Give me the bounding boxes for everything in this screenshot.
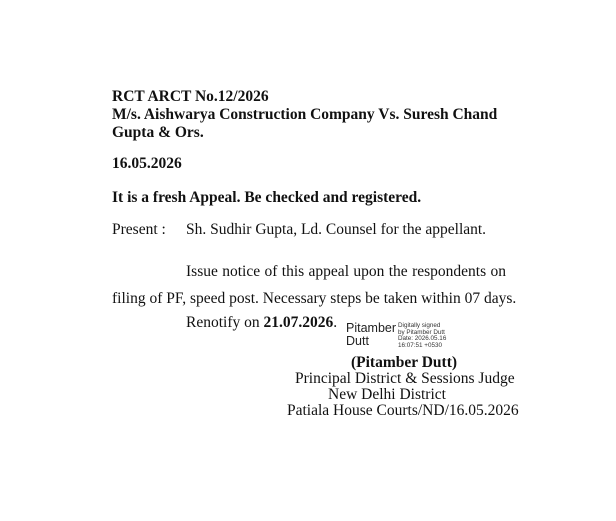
- renotify-suffix: .: [333, 314, 338, 331]
- notice-line-2: filing of PF, speed post. Necessary steps be taken within 07 days.: [112, 290, 517, 307]
- judge-district: New Delhi District: [328, 386, 446, 403]
- order-date: 16.05.2026: [112, 155, 182, 172]
- renotify-date: 21.07.2026: [263, 314, 334, 331]
- judge-court: Patiala House Courts/ND/16.05.2026: [287, 402, 519, 419]
- judge-name: (Pitamber Dutt): [351, 354, 458, 371]
- notice-line-1: Issue notice of this appeal upon the respondents on: [186, 263, 506, 280]
- present-counsel: Sh. Sudhir Gupta, Ld. Counsel for the appellant.: [186, 221, 487, 238]
- fresh-appeal-note: It is a fresh Appeal. Be checked and registered.: [112, 189, 422, 206]
- judge-title: Principal District & Sessions Judge: [295, 370, 515, 387]
- renotify-line: [186, 314, 337, 332]
- case-parties: M/s. Aishwarya Construction Company Vs. Suresh Chand Gupta & Ors.: [112, 106, 498, 141]
- case-number: RCT ARCT No.12/2026: [112, 88, 269, 105]
- digital-signature-details: Digitally signed by Pitamber Dutt Date: 2026.05.16 16:07:51 +0530: [398, 322, 447, 350]
- present-label: Present :: [112, 221, 166, 238]
- renotify-prefix: Renotify on: [186, 314, 264, 331]
- digital-signature-name: Pitamber Dutt: [346, 321, 397, 348]
